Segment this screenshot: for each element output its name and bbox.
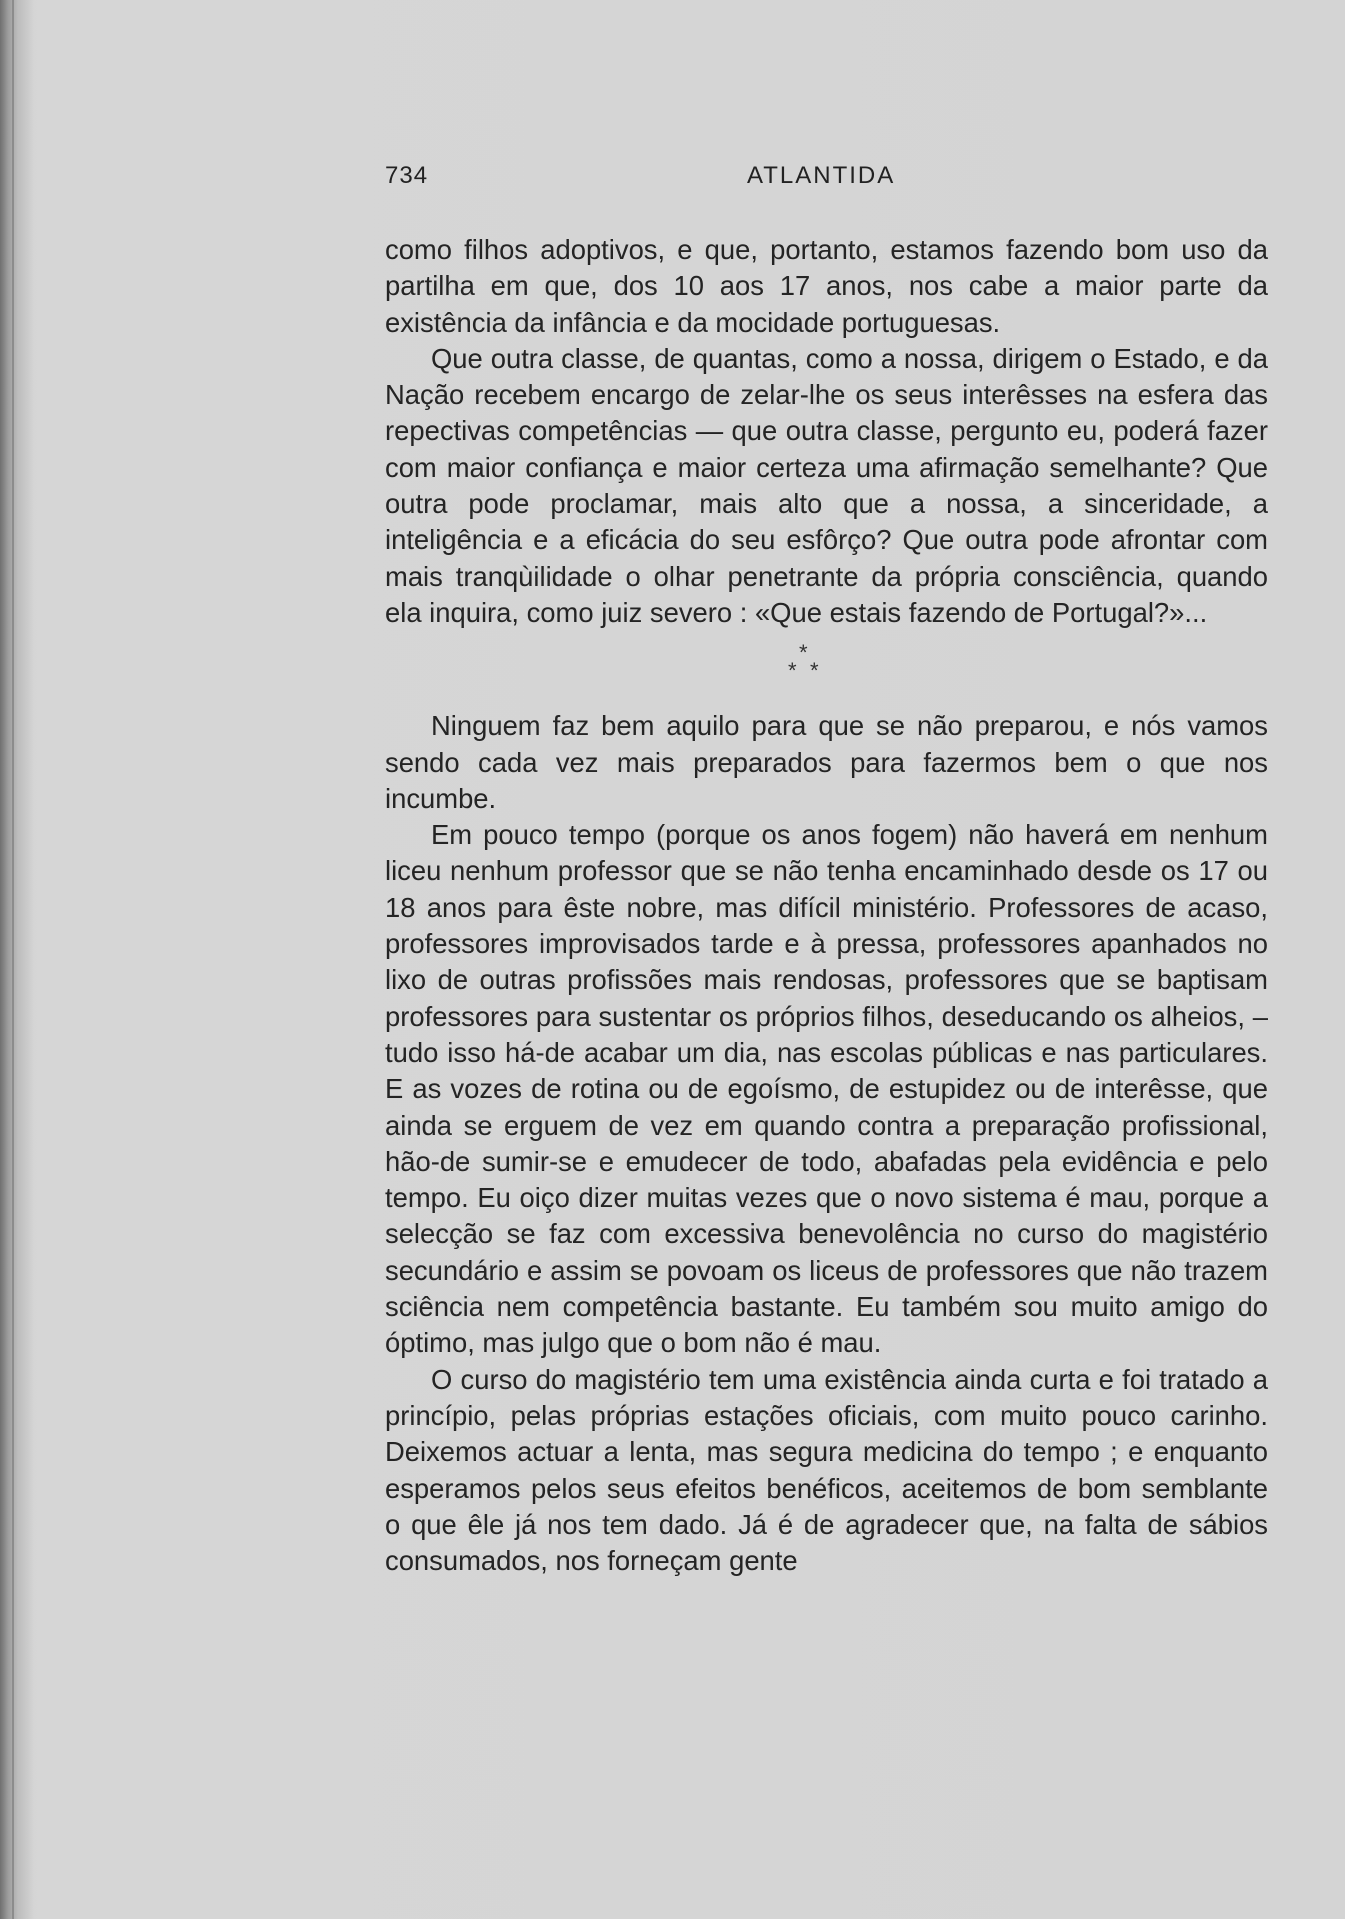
book-gutter-shadow (0, 0, 34, 1919)
paragraph-4: Em pouco tempo (porque os anos fogem) não haverá em nenhum liceu nenhum professor que se não tenha encaminhado desde os 17 ou 18 anos para êste nobre, mas difícil ministério. Professores de acaso, professores improvisados tarde e à pressa, professores apanhados no lixo de outras profissões mais rendosas, professores que se baptisam professores para sustentar os próprios filhos, deseducando os alheios, – tudo isso há-de acabar um dia, nas escolas públicas e nas particulares. E as vozes de rotina ou de egoísmo, de estupidez ou de interêsse, que ainda se erguem de vez em quando contra a preparação profissional, hão-de sumir-se e emudecer de todo, abafadas pela evidência e pelo tempo. Eu oiço dizer muitas vezes que o novo sistema é mau, porque a selecção se faz com excessiva benevolência no curso do magistério secundário e assim se povoam os liceus de professores que não trazem sciência nem competência bastante. Eu também sou muito amigo do óptimo, mas julgo que o bom não é mau. (385, 819, 1268, 1359)
page-number: 734 (385, 162, 429, 189)
asterisk: * (788, 658, 797, 684)
paragraph-2: Que outra classe, de quantas, como a nossa, dirigem o Estado, e da Nação recebem encargo de zelar-lhe os seus interêsses na esfera das repectivas competências — que outra classe, pergunto eu, poderá fazer com maior confiança e maior certeza uma afirmação semelhante? Que outra pode proclamar, mais alto que a nossa, a sinceridade, a inteligência e a eficácia do seu esfôrço? Que outra pode afrontar com mais tranqùilidade o olhar penetrante da própria consciência, quando ela inquira, como juiz severo : «Que estais fazendo de Portugal?»... (385, 342, 1268, 628)
asterisk: * (799, 640, 808, 666)
running-title: ATLANTIDA (747, 162, 896, 189)
asterisk: * (810, 658, 819, 684)
running-head (385, 162, 1270, 192)
section-separator (385, 634, 1268, 706)
paragraph-3: Ninguem faz bem aquilo para que se não preparou, e nós vamos sendo cada vez mais preparados para fazermos bem o que nos incumbe. (385, 710, 1268, 814)
paragraph-1: como filhos adoptivos, e que, portanto, estamos fazendo bom uso da partilha em que, dos 10 aos 17 anos, nos cabe a maior parte da existência da infância e da mocidade portuguesas. (385, 234, 1268, 338)
gutter-line (12, 0, 14, 1919)
paragraph-5: O curso do magistério tem uma existência ainda curta e foi tratado a princípio, pelas próprias estações oficiais, com muito pouco carinho. Deixemos actuar a lenta, mas segura medicina do tempo ; e enquanto esperamos pelos seus efeitos benéficos, aceitemos de bom semblante o que êle já nos tem dado. Já é de agradecer que, na falta de sábios consumados, nos forneçam gente (385, 1363, 1268, 1577)
body-text (385, 232, 1268, 1579)
